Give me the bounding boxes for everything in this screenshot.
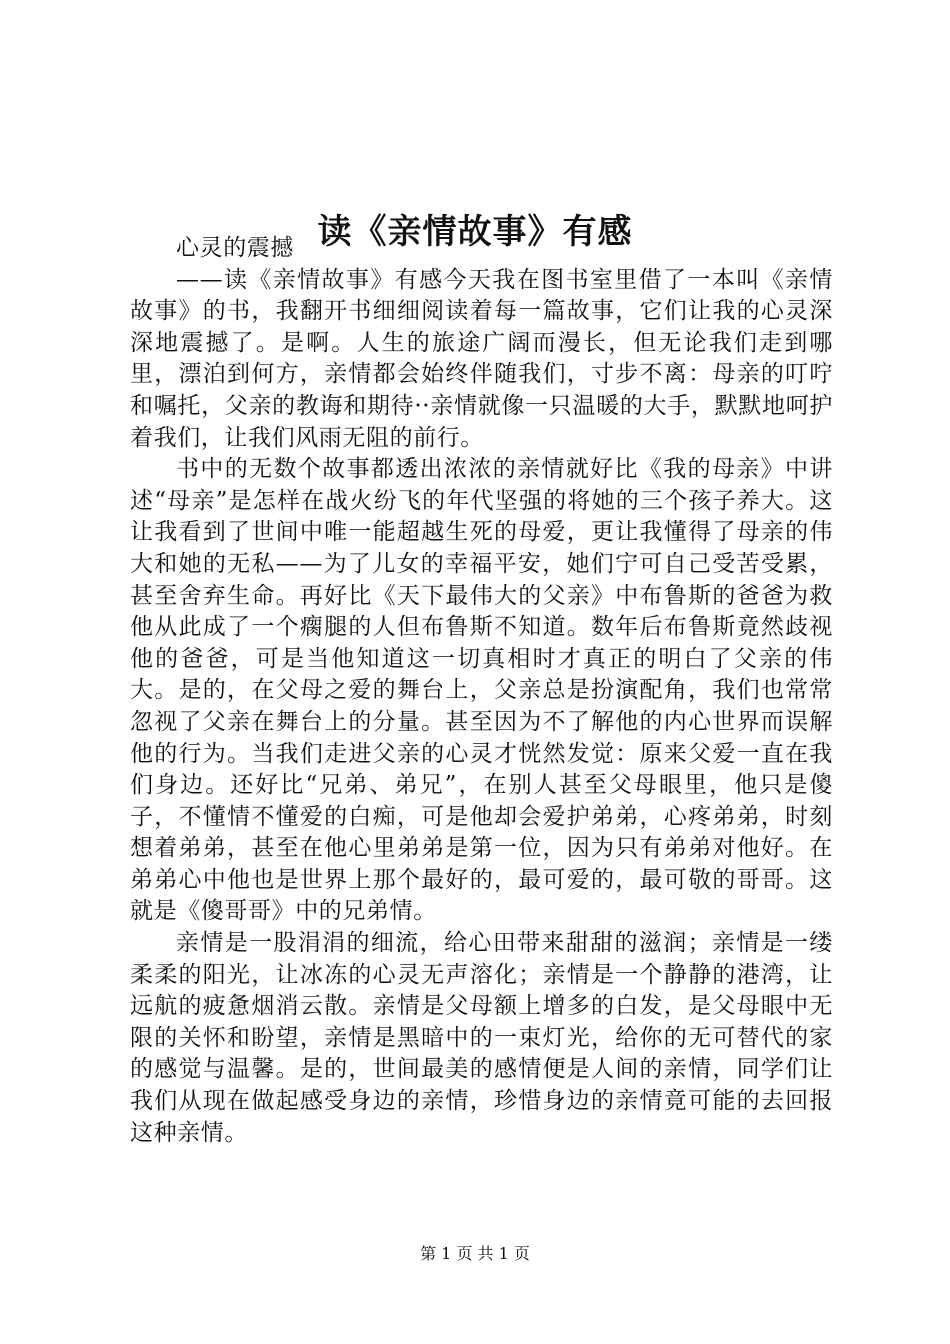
page-number-footer: 第 1 页 共 1 页	[420, 1244, 530, 1263]
document-title: 读《亲情故事》有感	[317, 211, 633, 252]
document-body	[130, 233, 833, 1149]
document-subtitle: 心灵的震撼	[176, 235, 294, 261]
paragraph-2: 书中的无数个故事都透出浓浓的亲情就好比《我的母亲》中讲述“母亲”是怎样在战火纷飞的年代坚强的将她的三个孩子养大。这让我看到了世间中唯一能超越生死的母爱，更让我懂得了母亲的伟大和她的无私——为了儿女的幸福平安，她们宁可自己受苦受累，甚至舍弃生命。再好比《天下最伟大的父亲》中布鲁斯的爸爸为救他从此成了一个瘸腿的人但布鲁斯不知道。数年后布鲁斯竟然歧视他的爸爸，可是当他知道这一切真相时才真正的明白了父亲的伟大。是的，在父母之爱的舞台上，父亲总是扮演配角，我们也常常忽视了父亲在舞台上的分量。甚至因为不了解他的内心世界而误解他的行为。当我们走进父亲的心灵才恍然发觉：原来父爱一直在我们身边。还好比“兄弟、弟兄”，在别人甚至父母眼里，他只是傻子，不懂情不懂爱的白痴，可是他却会爱护弟弟，心疼弟弟，时刻想着弟弟，甚至在他心里弟弟是第一位，因为只有弟弟对他好。在弟弟心中他也是世界上那个最好的，最可爱的，最可敬的哥哥。这就是《傻哥哥》中的兄弟情。	[130, 456, 833, 925]
paragraph-3: 亲情是一股涓涓的细流，给心田带来甜甜的滋润；亲情是一缕柔柔的阳光，让冰冻的心灵无声溶化；亲情是一个静静的港湾，让远航的疲惫烟消云散。亲情是父母额上增多的白发，是父母眼中无限的关怀和盼望，亲情是黑暗中的一束灯光，给你的无可替代的家的感觉与温馨。是的，世间最美的感情便是人间的亲情，同学们让我们从现在做起感受身边的亲情，珍惜身边的亲情竟可能的去回报这种亲情。	[130, 930, 833, 1146]
paragraph-1: ——读《亲情故事》有感今天我在图书室里借了一本叫《亲情故事》的书，我翻开书细细阅读着每一篇故事，它们让我的心灵深深地震撼了。是啊。人生的旅途广阔而漫长，但无论我们走到哪里，漂泊到何方，亲情都会始终伴随我们，寸步不离：母亲的叮咛和嘱托，父亲的教诲和期待··亲情就像一只温暖的大手，默默地呵护着我们，让我们风雨无阻的前行。	[130, 266, 833, 451]
